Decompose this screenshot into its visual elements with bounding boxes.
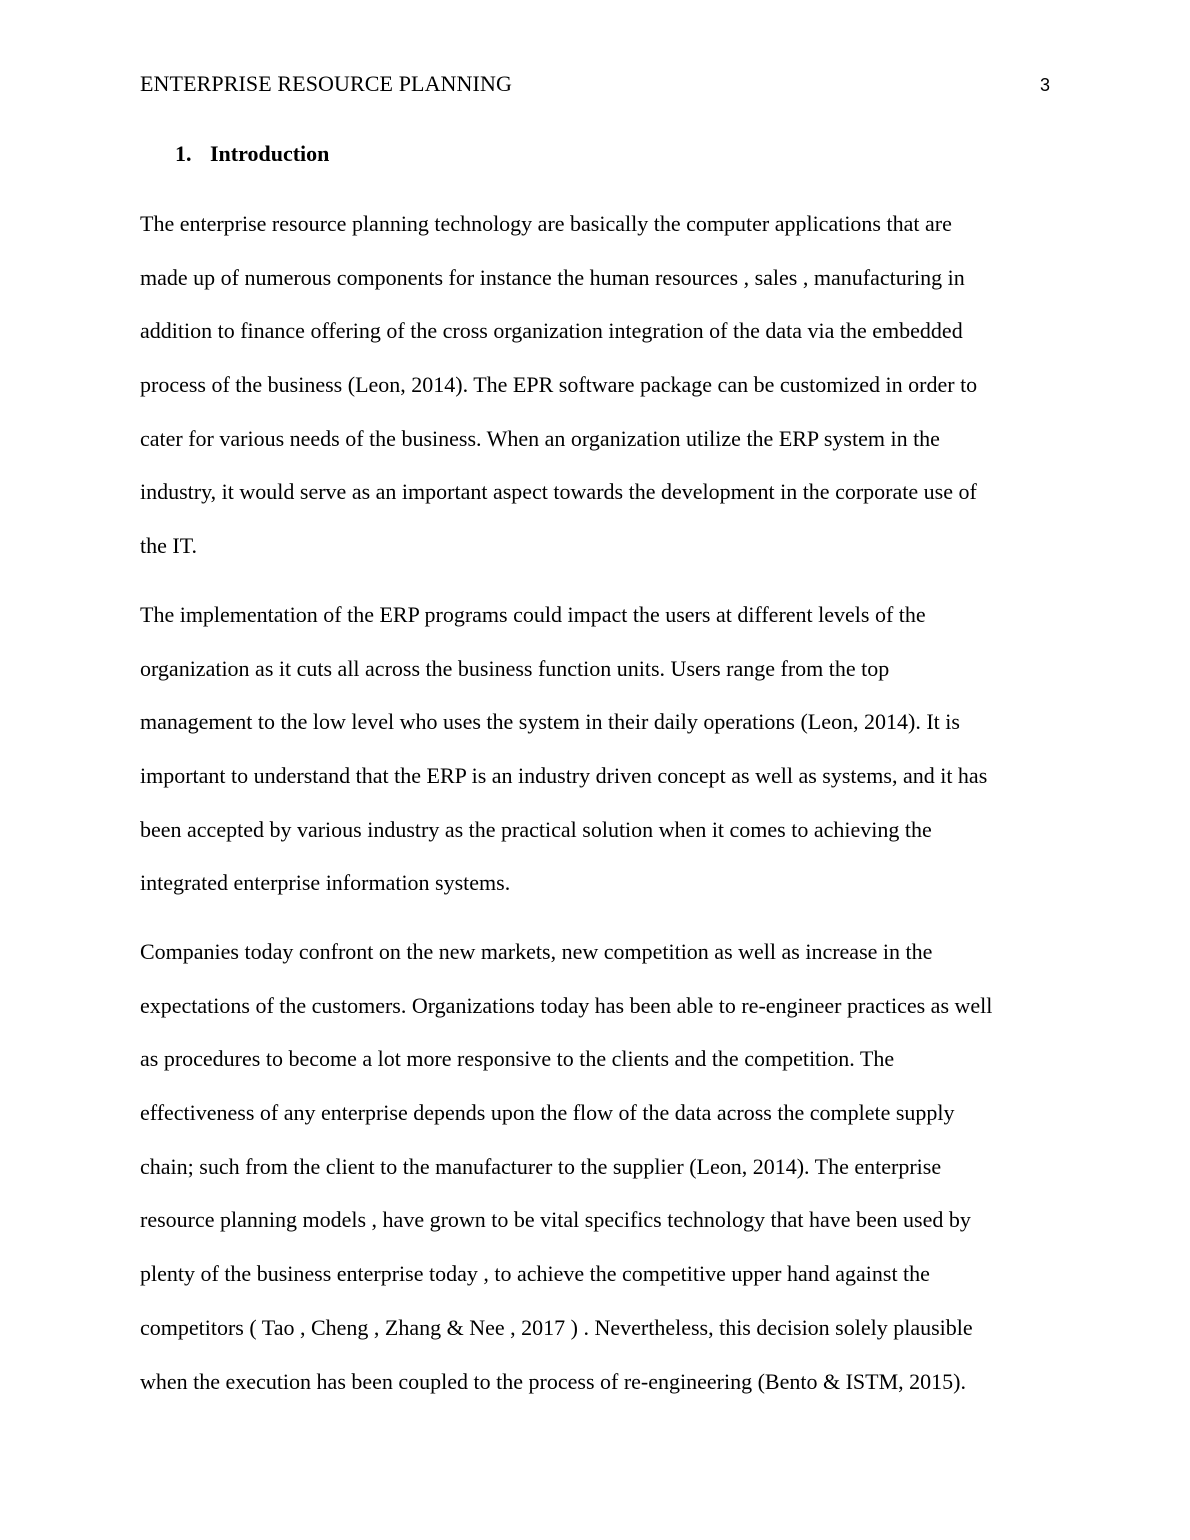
text-line: competitors ( Tao , Cheng , Zhang & Nee , 2017 ) . Nevertheless, this decision solely plausible: [140, 1314, 973, 1340]
paragraph-2: [140, 601, 1055, 923]
text-line: when the execution has been coupled to the process of re-engineering (Bento & ISTM, 2015).: [140, 1368, 966, 1394]
text-line: organization as it cuts all across the business function units. Users range from the top: [140, 655, 890, 681]
text-line: as procedures to become a lot more responsive to the clients and the competition. The: [140, 1046, 895, 1072]
paragraph-1: [140, 210, 1055, 586]
text-line: effectiveness of any enterprise depends upon the flow of the data across the complete supply: [140, 1100, 955, 1126]
text-line: The implementation of the ERP programs could impact the users at different levels of the: [140, 602, 926, 627]
text-line: integrated enterprise information systems.: [140, 870, 511, 896]
text-line: important to understand that the ERP is an industry driven concept as well as systems, and it has: [140, 763, 988, 789]
text-line: chain; such from the client to the manufacturer to the supplier (Leon, 2014). The enterprise: [140, 1153, 942, 1179]
text-line: the IT.: [140, 533, 198, 559]
text-line: Companies today confront on the new markets, new competition as well as increase in the: [140, 939, 933, 964]
text-line: made up of numerous components for instance the human resources , sales , manufacturing in: [140, 264, 965, 290]
running-head: ENTERPRISE RESOURCE PLANNING: [140, 71, 512, 96]
section-title: Introduction: [210, 141, 330, 166]
page-number: 3: [1039, 75, 1050, 95]
section-number: 1.: [175, 141, 192, 166]
text-line: been accepted by various industry as the practical solution when it comes to achieving the: [140, 816, 932, 842]
text-line: resource planning models , have grown to be vital specifics technology that have been used by: [140, 1207, 971, 1233]
text-line: management to the low level who uses the system in their daily operations (Leon, 2014). It is: [140, 709, 960, 735]
text-line: expectations of the customers. Organizations today has been able to re-engineer practices as well: [140, 992, 993, 1018]
section-heading: [175, 140, 329, 168]
paragraph-3: [140, 938, 1055, 1421]
text-line: industry, it would serve as an important aspect towards the development in the corporate use of: [140, 479, 977, 505]
text-line: addition to finance offering of the cross organization integration of the data via the embedded: [140, 318, 963, 344]
text-line: process of the business (Leon, 2014). The EPR software package can be customized in order to: [140, 372, 978, 398]
text-line: cater for various needs of the business. When an organization utilize the ERP system in the: [140, 425, 940, 451]
text-line: plenty of the business enterprise today , to achieve the competitive upper hand against the: [140, 1261, 930, 1287]
text-line: The enterprise resource planning technology are basically the computer applications that are: [140, 211, 952, 236]
